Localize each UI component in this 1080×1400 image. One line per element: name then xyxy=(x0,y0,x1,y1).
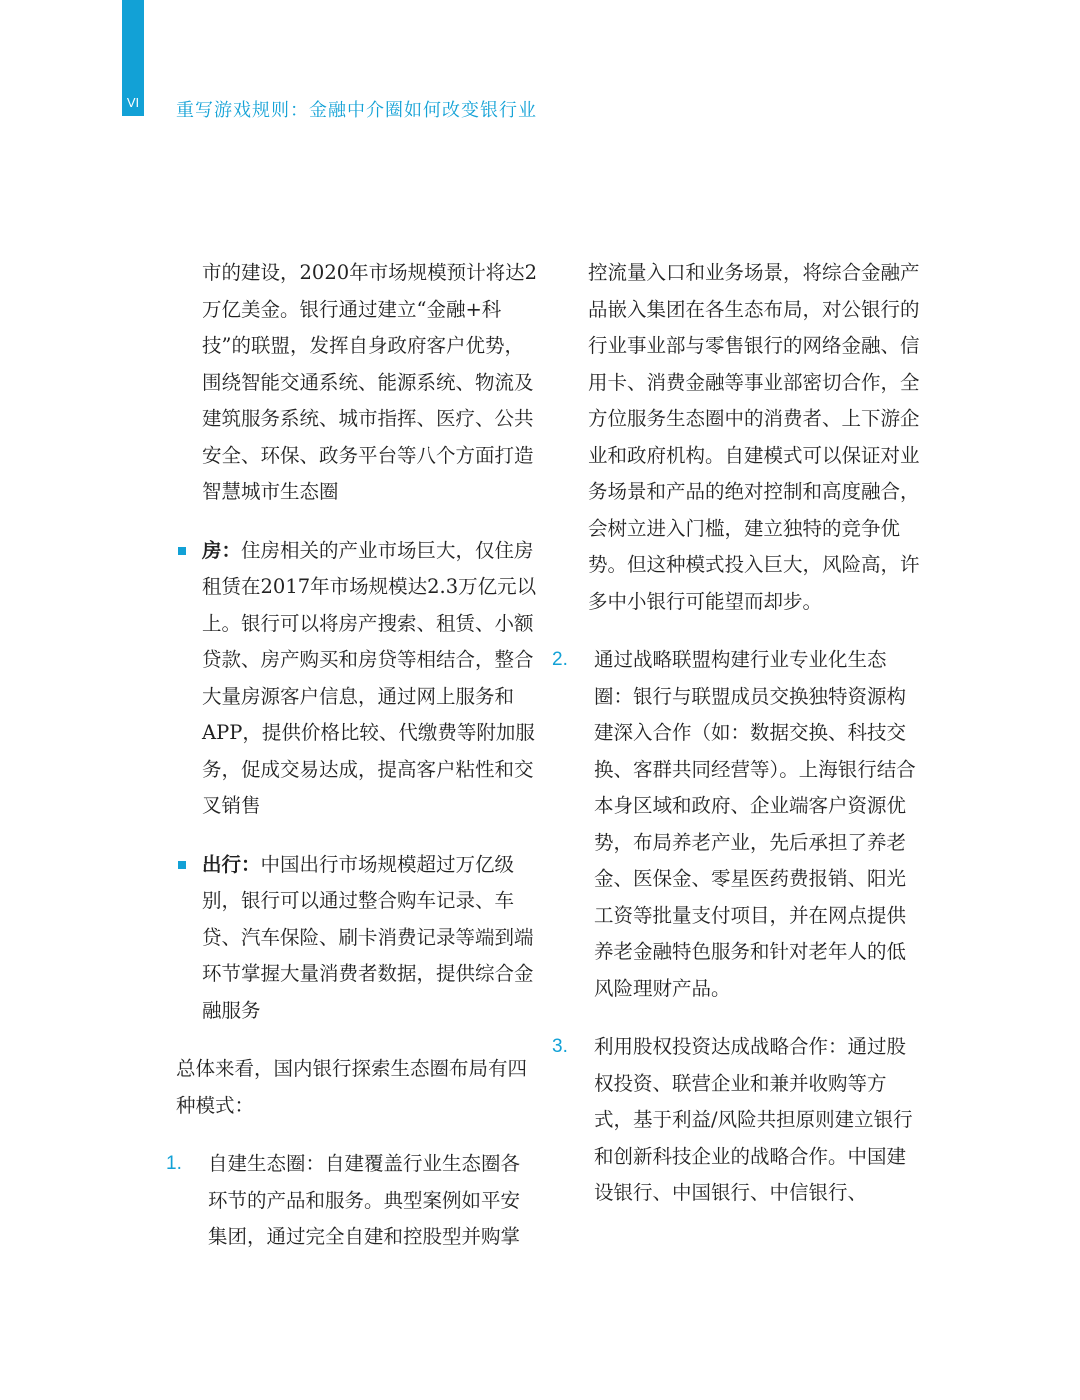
numbered-item-3 xyxy=(552,1029,922,1212)
page-number-tab xyxy=(122,0,144,116)
continuation-paragraph: 控流量入口和业务场景，将综合金融产品嵌入集团在各生态布局，对公银行的行业事业部与零售银行的网络金融、信用卡、消费金融等事业部密切合作，全方位服务生态圈中的消费者、上下游企业和政府机构。自建模式可以保证对业务场景和产品的绝对控制和高度融合，会树立进入门槛，建立独特的竞争优势。但这种模式投入巨大，风险高，许多中小银行可能望而却步。 xyxy=(588,261,920,613)
bullet-term: 出行： xyxy=(202,852,261,876)
item-text: 自建覆盖行业生态圈各环节的产品和服务。典型案例如平安集团，通过完全自建和控股型并购掌 xyxy=(208,1152,521,1248)
square-bullet-icon xyxy=(178,547,186,555)
item-text: 通过股权投资、联营企业和兼并收购等方式，基于利益/风险共担原则建立银行和创新科技企业的战略合作。中国建设银行、中国银行、中信银行、 xyxy=(594,1035,913,1204)
item-number: 2. xyxy=(552,649,568,670)
item-number: 3. xyxy=(552,1036,568,1057)
bullet-term: 房： xyxy=(202,538,242,562)
bullet-item-travel xyxy=(166,847,538,1030)
continuation-paragraph: 市的建设，2020年市场规模预计将达2万亿美金。银行通过建立“金融+科技”的联盟，发挥自身政府客户优势，围绕智能交通系统、能源系统、物流及建筑服务系统、城市指挥、医疗、公共安全、环保、政务平台等八个方面打造智慧城市生态圈 xyxy=(202,261,538,503)
item-text: 银行与联盟成员交换独特资源构建深入合作（如：数据交换、科技交换、客群共同经营等）。上海银行结合本身区域和政府、企业端客户资源优势，布局养老产业，先后承担了养老金、医保金、零星医药费报销、阳光工资等批量支付项目，并在网点提供养老金融特色服务和针对老年人的低风险理财产品。 xyxy=(594,684,916,1000)
page-number: VI xyxy=(126,95,140,110)
numbered-item-1 xyxy=(166,1146,538,1256)
item-term: 自建生态圈： xyxy=(208,1152,326,1175)
right-column xyxy=(552,255,922,1234)
numbered-item-2 xyxy=(552,642,922,1007)
square-bullet-icon xyxy=(178,861,186,869)
bullet-text: 住房相关的产业市场巨大，仅住房租赁在2017年市场规模达2.3万亿元以上。银行可以将房产搜索、租赁、小额贷款、房产购买和房贷等相结合，整合大量房源客户信息，通过网上服务和APP，提供价格比较、代缴费等附加服务，促成交易达成，提高客户粘性和交叉销售 xyxy=(202,538,537,817)
item-term: 通过战略联盟构建行业专业化生态圈： xyxy=(594,648,887,708)
item-number: 1. xyxy=(166,1153,182,1174)
left-column xyxy=(166,255,538,1278)
bullet-text: 中国出行市场规模超过万亿级别，银行可以通过整合购车记录、车贷、汽车保险、刷卡消费记录等端到端环节掌握大量消费者数据，提供综合金融服务 xyxy=(202,852,534,1022)
item-term: 利用股权投资达成战略合作： xyxy=(594,1035,848,1058)
bullet-item-housing xyxy=(166,533,538,825)
summary-paragraph: 总体来看，国内银行探索生态圈布局有四种模式： xyxy=(176,1057,528,1117)
running-title: 重写游戏规则：金融中介圈如何改变银行业 xyxy=(176,100,537,121)
